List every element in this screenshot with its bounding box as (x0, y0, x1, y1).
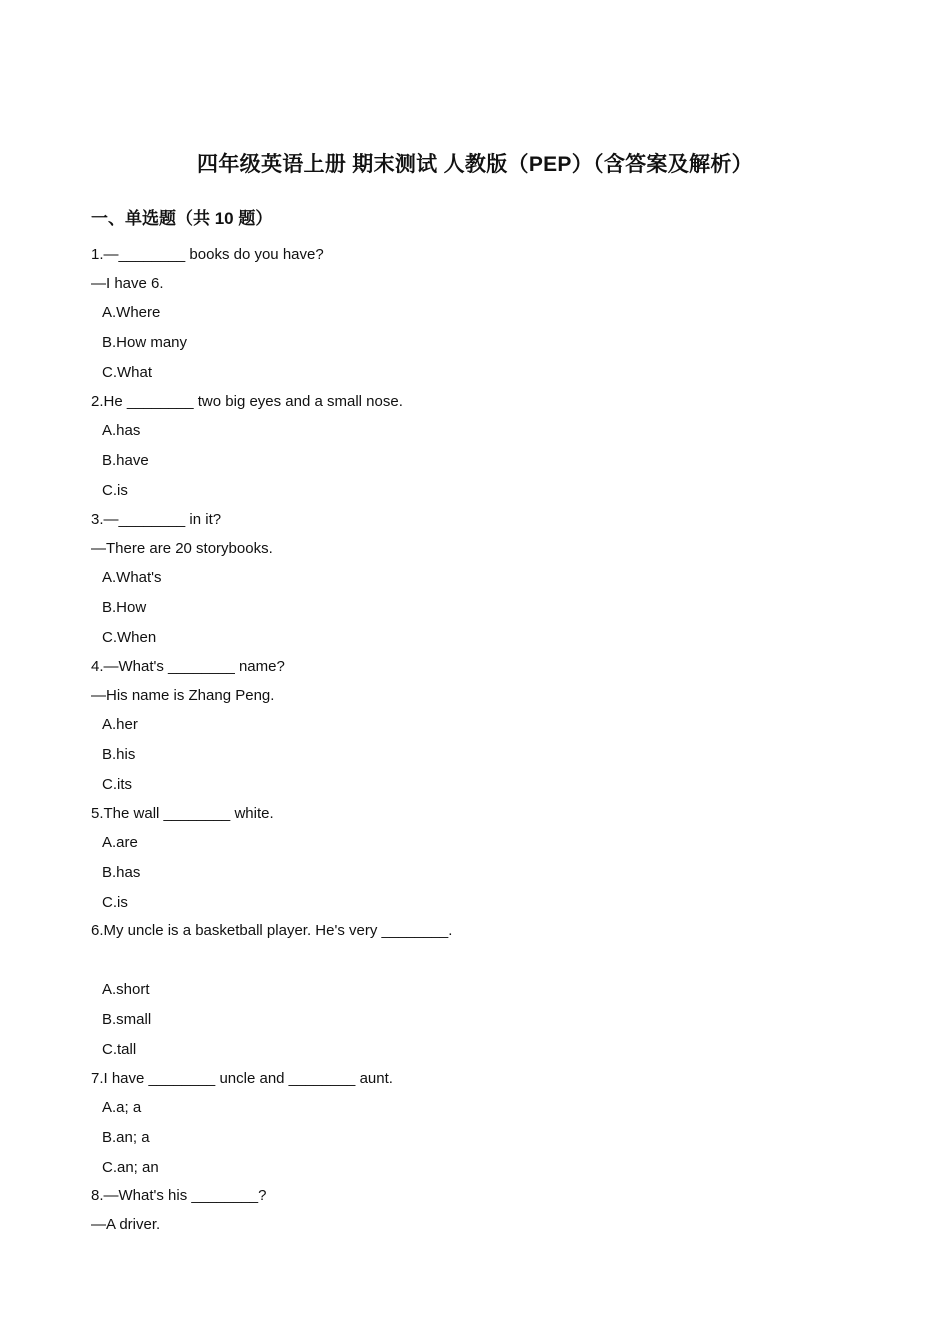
question-7-option-a: A.a; a (102, 1099, 142, 1116)
question-6-option-a: A.short (102, 981, 150, 998)
question-4-option-c: C.its (102, 776, 132, 793)
question-1-stem: 1.—________ books do you have? (91, 246, 324, 263)
question-2-option-c: C.is (102, 482, 128, 499)
question-4-reply: —His name is Zhang Peng. (91, 687, 275, 704)
question-2-stem: 2.He ________ two big eyes and a small nose. (91, 393, 403, 410)
question-6-option-c: C.tall (102, 1041, 137, 1058)
question-1-option-a: A.Where (102, 304, 161, 321)
question-3-option-c: C.When (102, 629, 157, 646)
question-8-stem: 8.—What's his ________? (91, 1187, 267, 1204)
question-5-stem: 5.The wall ________ white. (91, 805, 274, 822)
question-1-option-b: B.How many (102, 334, 188, 351)
page-title: 四年级英语上册 期末测试 人教版（PEP）（含答案及解析） (197, 153, 753, 176)
question-1-option-c: C.What (102, 364, 153, 381)
question-7-option-c: C.an; an (102, 1159, 159, 1176)
question-6-stem: 6.My uncle is a basketball player. He's very ________. (91, 922, 453, 939)
question-2-option-a: A.has (102, 422, 141, 439)
question-2-option-b: B.have (102, 452, 149, 469)
question-4-option-a: A.her (102, 716, 138, 733)
question-3-stem: 3.—________ in it? (91, 511, 222, 528)
question-8-reply: —A driver. (91, 1216, 161, 1233)
question-5-option-c: C.is (102, 894, 128, 911)
question-6-option-b: B.small (102, 1011, 152, 1028)
question-4-stem: 4.—What's ________ name? (91, 658, 285, 675)
section-heading: 一、单选题（共 10 题） (91, 209, 273, 228)
question-4-option-b: B.his (102, 746, 136, 763)
question-5-option-b: B.has (102, 864, 141, 881)
question-7-option-b: B.an; a (102, 1129, 150, 1146)
question-3-reply: —There are 20 storybooks. (91, 540, 273, 557)
question-5-option-a: A.are (102, 834, 138, 851)
question-3-option-a: A.What's (102, 569, 162, 586)
question-1-reply: —I have 6. (91, 275, 164, 292)
question-7-stem: 7.I have ________ uncle and ________ aunt. (91, 1070, 393, 1087)
question-3-option-b: B.How (102, 599, 147, 616)
